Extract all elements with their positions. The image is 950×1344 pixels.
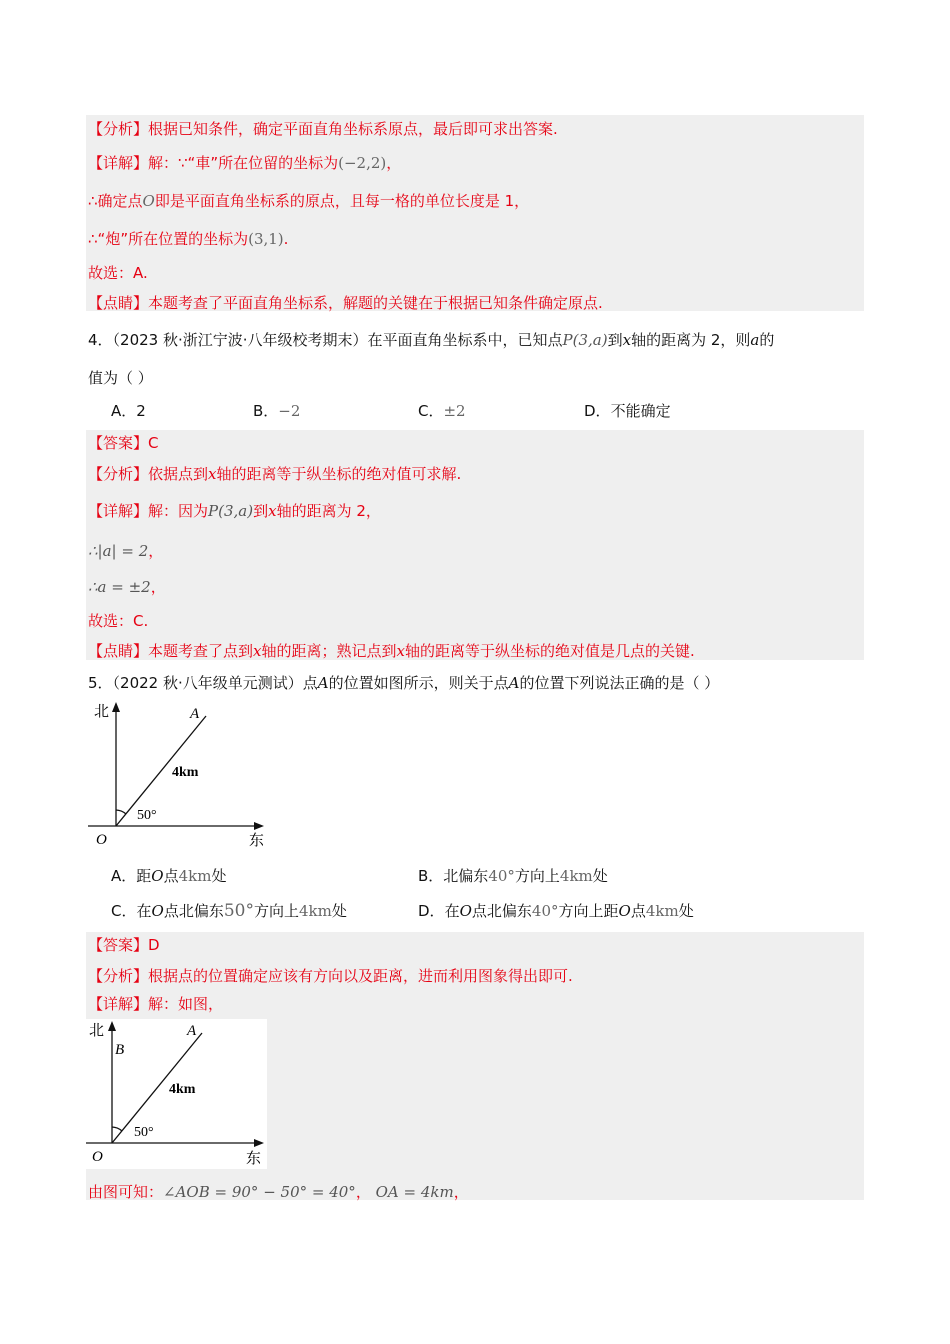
point-a-label: A [190,706,200,722]
east-label: 东 [246,1151,262,1167]
east-arrow-icon [254,822,264,830]
comment-line-q3: 【点睛】本题考查了平面直角坐标系，解题的关键在于根据已知条件确定原点. [88,294,603,312]
question-4-stem-line2: 值为（ ） [88,369,153,387]
analysis-line-q5: 【分析】根据点的位置确定应该有方向以及距离，进而利用图象得出即可. [88,967,573,985]
detail-line-q5: 【详解】解：如图， [88,995,224,1013]
question-5-stem: 5．（2022 秋·八年级单元测试）点A的位置如图所示，则关于点A的位置下列说法正确的是（ ） [88,674,720,692]
angle-label: 50° [137,808,157,823]
north-arrow-icon [112,702,120,712]
answer-line-q5: 【答案】D [88,936,160,954]
option-d-q5: D．在O点北偏东40°方向上距O点4km处 [418,902,694,920]
option-d-q4: D．不能确定 [584,402,671,420]
analysis-line-q4: 【分析】依据点到x轴的距离等于纵坐标的绝对值可求解. [88,465,462,483]
answer-choice-q3: 故选：A. [88,264,148,282]
origin-label: O [96,832,107,848]
angle-arc [116,810,126,814]
solution-5-figure [86,1019,267,1169]
angle-label: 50° [134,1125,154,1140]
option-a-q5: A．距O点4km处 [111,867,227,885]
detail-step-abs: ∴|a| = 2， [88,542,164,560]
north-label: 北 [94,704,110,720]
question-5-figure [86,698,276,850]
solution-box-q3 [86,115,864,311]
detail-step-origin: ∴确定点O即是平面直角坐标系的原点，且每一格的单位长度是 1， [88,192,530,210]
option-c-q4: C．±2 [418,402,466,420]
north-label: 北 [89,1023,105,1039]
point-b-label: B [115,1042,125,1058]
comment-line-q4: 【点睛】本题考查了点到x轴的距离；熟记点到x轴的距离等于纵坐标的绝对值是几点的关键. [88,642,695,660]
distance-label: 4km [169,1082,196,1097]
analysis-line-q3: 【分析】根据已知条件，确定平面直角坐标系原点，最后即可求出答案. [88,120,558,138]
point-a-label: A [187,1023,197,1039]
east-label: 东 [249,833,265,849]
question-4-stem: 4．（2023 秋·浙江宁波·八年级校考期末）在平面直角坐标系中，已知点P(3,a)到x轴的距离为 2，则a的 [88,331,775,349]
detail-step-pao: ∴“炮”所在位置的坐标为(3,1). [88,230,289,248]
answer-line-q4: 【答案】C [88,434,159,452]
detail-step-solve: ∴a = ±2， [88,578,166,596]
detail-line-q3: 【详解】解：∵“車”所在位留的坐标为(−2,2)， [88,154,402,172]
option-b-q4: B．−2 [253,402,301,420]
origin-label: O [92,1149,103,1165]
option-a-q4: A．2 [111,402,146,420]
answer-choice-q4: 故选：C. [88,612,149,630]
option-b-q5: B．北偏东40°方向上4km处 [418,867,608,885]
option-c-q5: C．在O点北偏东50°方向上4km处 [111,901,347,921]
detail-line-q4: 【详解】解：因为P(3,a)到x轴的距离为 2， [88,502,381,520]
final-line-q5: 由图可知：∠AOB = 90° − 50° = 40°， OA = 4km， [88,1183,469,1201]
distance-label: 4km [172,765,199,780]
